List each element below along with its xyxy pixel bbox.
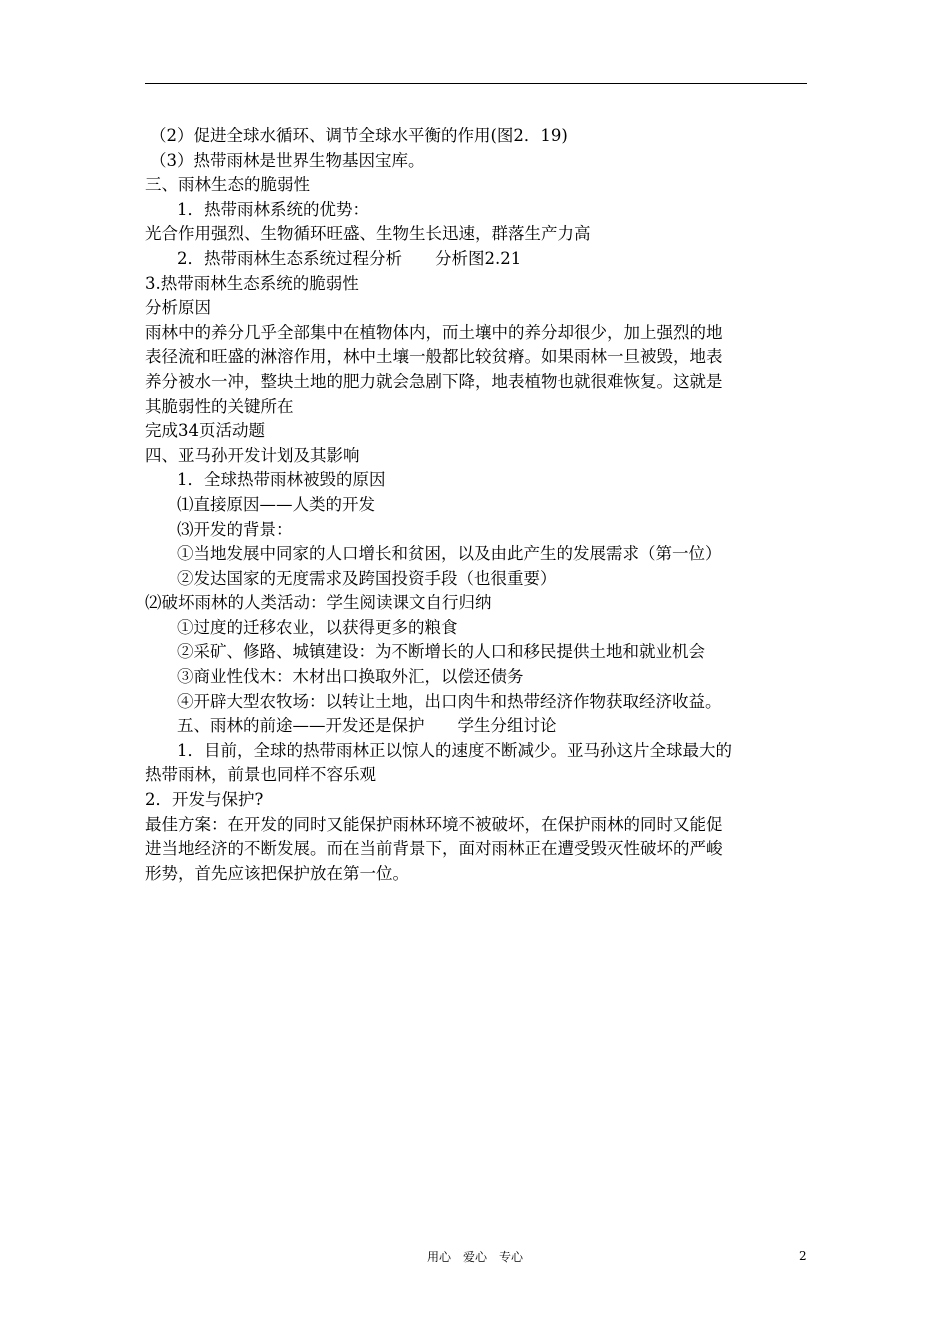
- text-line: 2．热带雨林生态系统过程分析 分析图2.21: [177, 248, 522, 268]
- text-line: ①当地发展中同家的人口增长和贫困，以及由此产生的发展需求（第一位）: [177, 544, 722, 564]
- text-line: 热带雨林，前景也同样不容乐观: [145, 765, 376, 785]
- text-line: ⑵破坏雨林的人类活动：学生阅读课文自行归纳: [145, 593, 492, 613]
- text-line: ④开辟大型农牧场：以转让土地，出口肉牛和热带经济作物获取经济收益。: [177, 691, 722, 711]
- text-line: ⑶开发的背景：: [177, 519, 293, 539]
- text-line: 形势，首先应该把保护放在第一位。: [145, 863, 409, 883]
- text-line: ①过度的迁移农业，以获得更多的粮食: [177, 617, 458, 637]
- text-line: 四、亚马孙开发计划及其影响: [145, 445, 360, 465]
- text-line: ③商业性伐木：木材出口换取外汇，以偿还债务: [177, 667, 524, 687]
- text-line: 分析原因: [145, 298, 211, 318]
- text-line: 1．全球热带雨林被毁的原因: [177, 470, 386, 490]
- text-line: ⑴直接原因——人类的开发: [177, 494, 375, 514]
- text-line: 3.热带雨林生态系统的脆弱性: [145, 273, 359, 293]
- text-line: （2）促进全球水循环、调节全球水平衡的作用(图2．19): [150, 126, 568, 145]
- text-line: 1．热带雨林系统的优势：: [177, 199, 369, 219]
- footer-slogan: 用心 爱心 专心: [426, 1250, 523, 1264]
- page-number: 2: [799, 1249, 807, 1263]
- document-body: [145, 124, 815, 886]
- text-line: ②发达国家的无度需求及跨国投资手段（也很重要）: [177, 568, 557, 588]
- text-line: （3）热带雨林是世界生物基因宝库。: [150, 150, 425, 170]
- text-line: 表径流和旺盛的淋溶作用，林中土壤一般都比较贫瘠。如果雨林一旦被毁，地表: [145, 347, 723, 367]
- header-rule: [145, 83, 807, 84]
- text-line: 光合作用强烈、生物循环旺盛、生物生长迅速，群落生产力高: [145, 224, 591, 244]
- text-line: 三、雨林生态的脆弱性: [145, 175, 310, 195]
- text-line: 完成34页活动题: [145, 421, 265, 441]
- text-line: 进当地经济的不断发展。而在当前背景下，面对雨林正在遭受毁灭性破坏的严峻: [145, 839, 723, 859]
- text-line: 养分被水一冲，整块土地的肥力就会急剧下降，地表植物也就很难恢复。这就是: [145, 371, 723, 391]
- text-line: 雨林中的养分几乎全部集中在植物体内，而土壤中的养分却很少，加上强烈的地: [145, 322, 723, 342]
- text-line: 2．开发与保护?: [145, 790, 264, 810]
- text-line: 五、雨林的前途——开发还是保护 学生分组讨论: [177, 716, 557, 736]
- text-line: 最佳方案：在开发的同时又能保护雨林环境不被破坏，在保护雨林的同时又能促: [145, 814, 723, 834]
- text-line: 其脆弱性的关键所在: [145, 396, 294, 416]
- text-line: 1．目前，全球的热带雨林正以惊人的速度不断减少。亚马孙这片全球最大的: [177, 740, 732, 760]
- text-line: ②采矿、修路、城镇建设：为不断增长的人口和移民提供土地和就业机会: [177, 642, 705, 662]
